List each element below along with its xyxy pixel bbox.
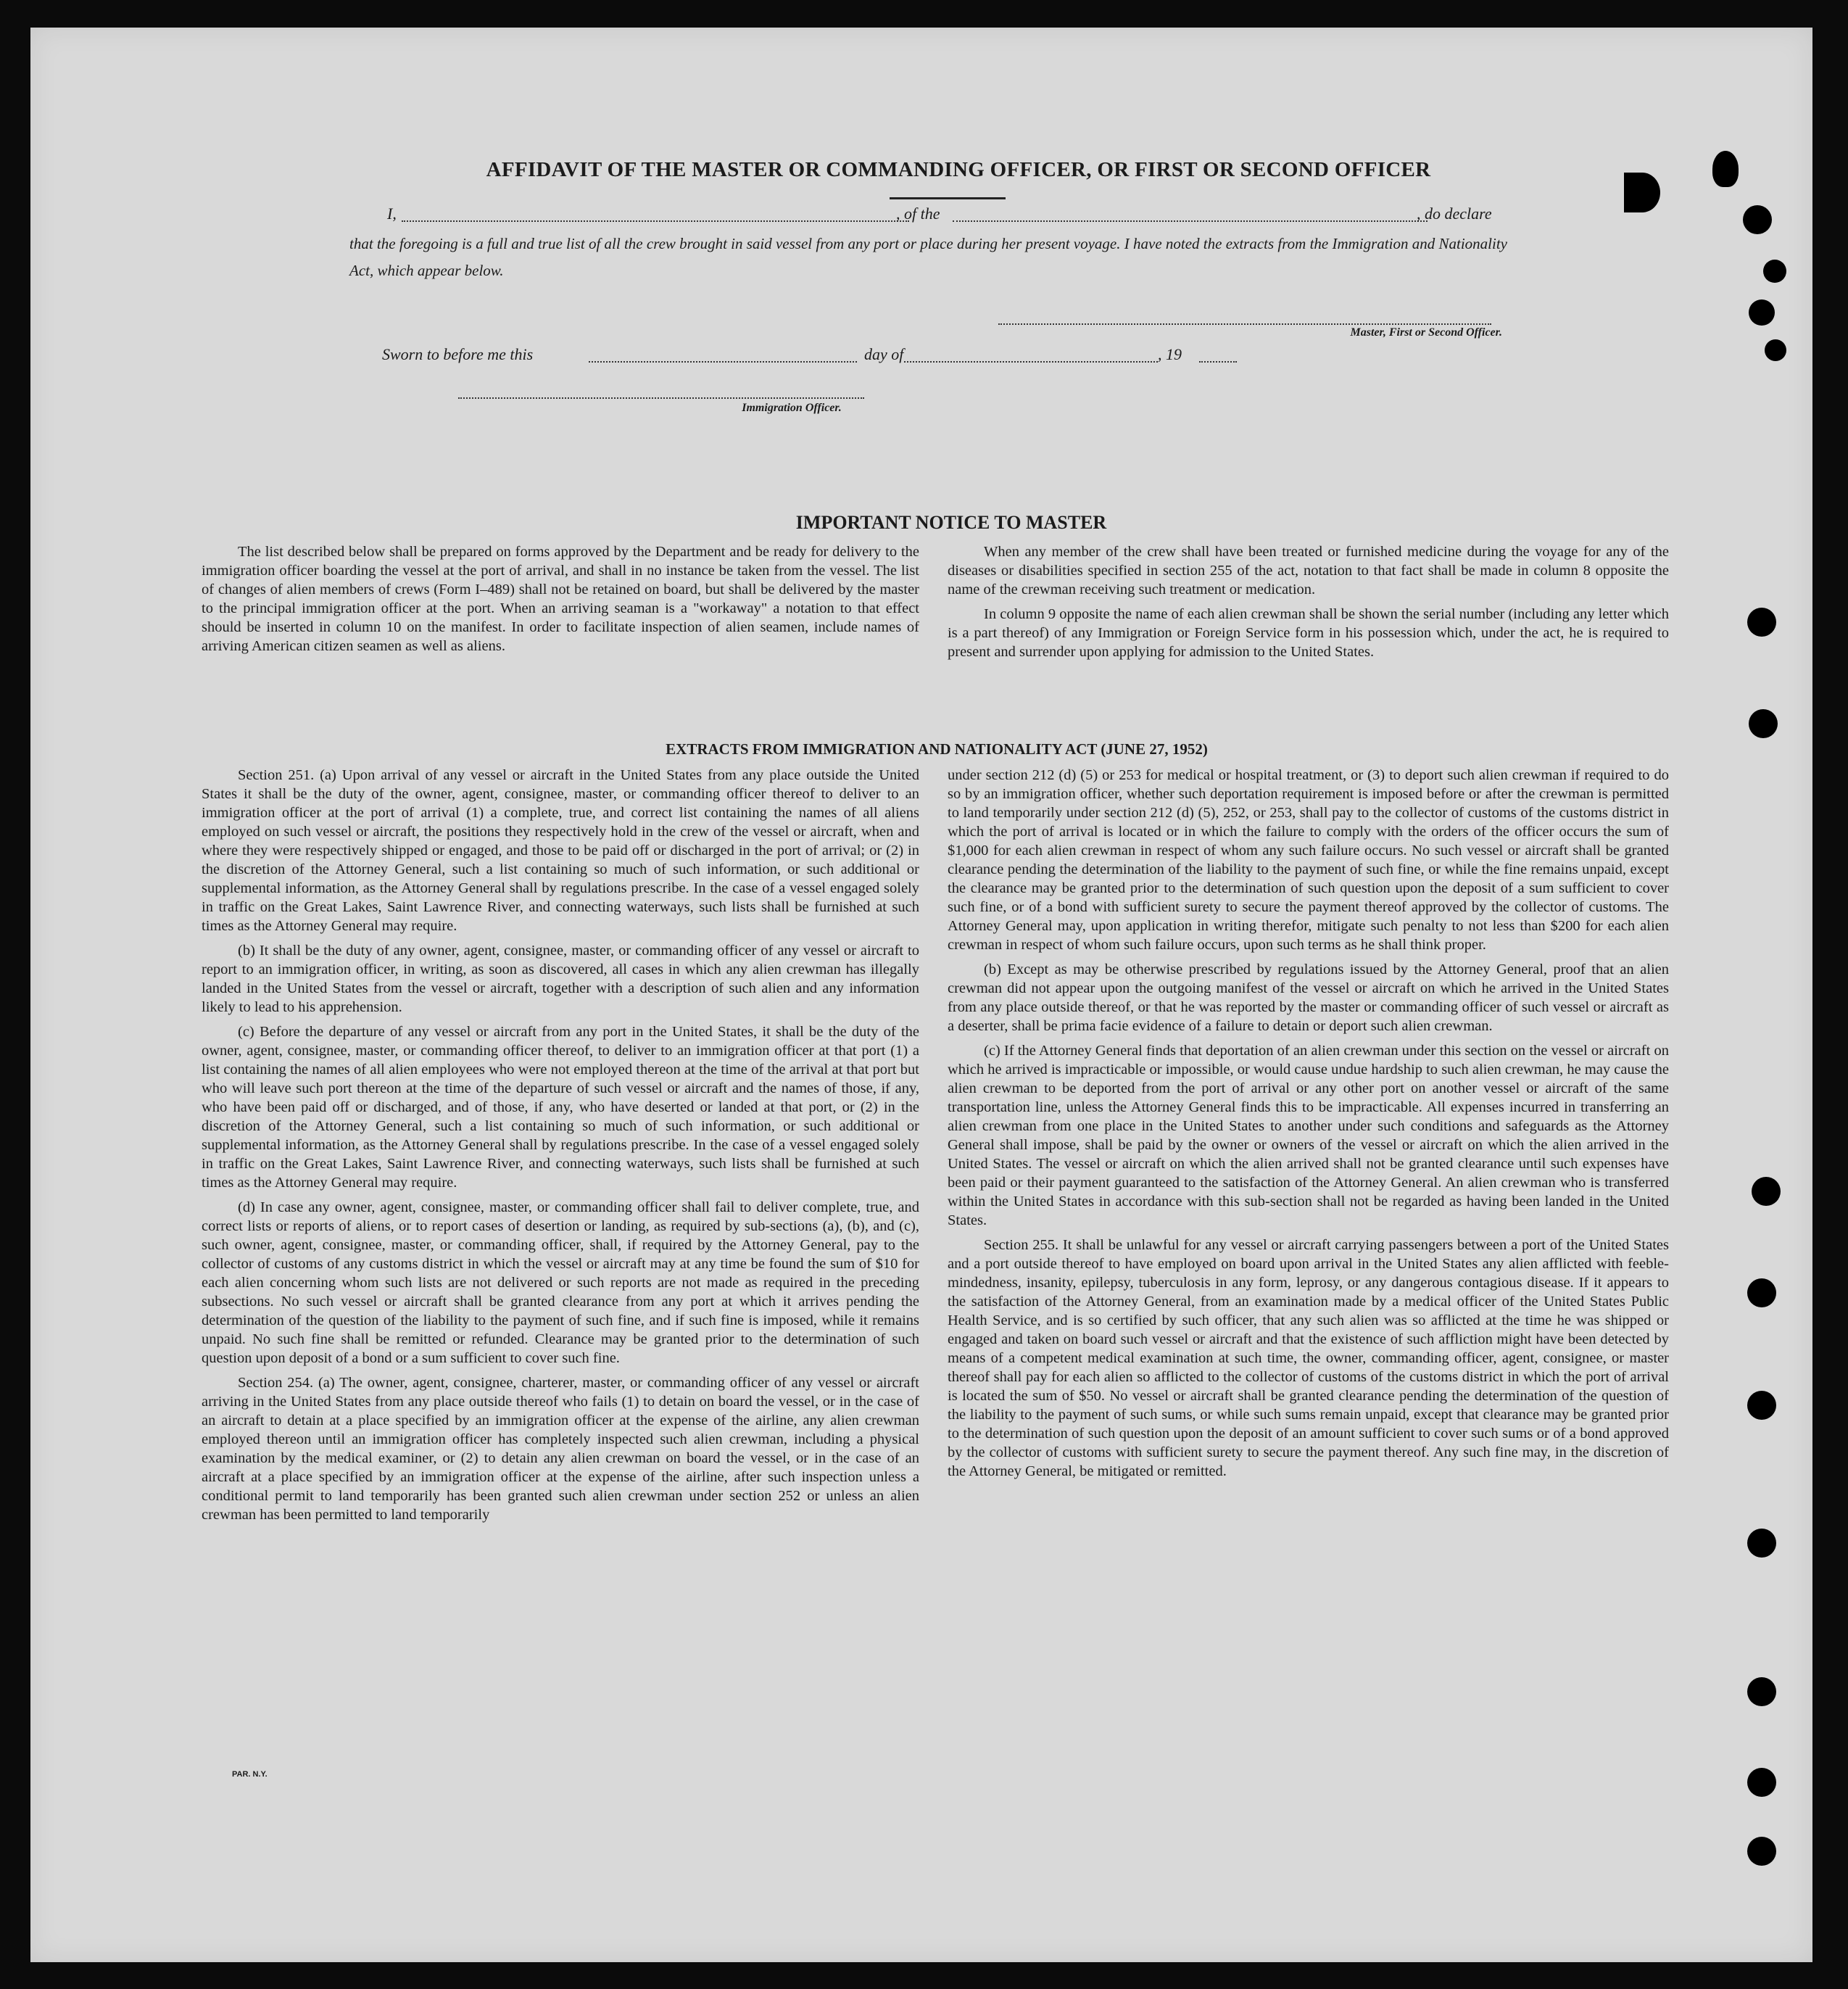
notice-right-paragraph-1: When any member of the crew shall have been treated or furnished medicine during the voyage for any of the diseases or disabilities specified in section 255 of the act, notation to that fact shall be made in column 8 opposite the name of the crewman receiving such treatment or medication.	[948, 544, 1669, 597]
binder-hole-icon	[1747, 608, 1776, 637]
binder-hole-icon	[1747, 1768, 1776, 1797]
section-251-c: (c) Before the departure of any vessel or aircraft from any port in the United States, it shall be the duty of the owner, agent, consignee, master, or commanding officer thereof, to deliver to an immigration officer at that port (1) a list containing the names of all alien employees who were not employed thereon at the time of the arrival at that port but who will leave such port thereon at the time of the departure of such vessel or aircraft and the names of those, if any, who have been paid off or discharged, and of those, if any, who have deserted or landed at that port, or (2) in the discretion of the Attorney General, such a list containing so much of such information, or such additional or supplemental information, as the Attorney General shall by regulations prescribe. In the case of a vessel engaged solely in traffic on the Great Lakes, Saint Lawrence River, and connecting waterways, such lists shall be furnished at such times as the Attorney General may require.	[202, 1024, 919, 1191]
name-field[interactable]	[402, 220, 909, 222]
binder-hole-icon	[1749, 299, 1775, 326]
sworn-label: Sworn to before me this	[382, 345, 534, 363]
title-underline	[890, 197, 1006, 199]
section-254-c: (c) If the Attorney General finds that deportation of an alien crewman under this section on the vessel or aircraft on which he arrived is impracticable or impossible, or would cause undue hardship to such alien crewman, he may cause the alien crewman to be deported from the port of arrival or any other port on another vessel or aircraft of the same transportation line, unless the Attorney General finds this to be impracticable. All expenses incurred in transferring an alien crewman from one place in the United States to another under such conditions and safeguards as the Attorney General shall impose, shall be paid by the owner or owners of the vessel or aircraft on which the alien arrived in the United States. The vessel or aircraft on which the alien arrived shall not be granted clearance until such expenses have been paid or their payment guaranteed to the satisfaction of the Attorney General. An alien crewman who is transferred within the United States in accordance with this sub-section shall not be regarded as having been landed in the United States.	[948, 1043, 1669, 1228]
day-field[interactable]	[589, 361, 857, 363]
affidavit-title: AFFIDAVIT OF THE MASTER OR COMMANDING OFFICER, OR FIRST OR SECOND OFFICER	[486, 158, 1431, 181]
officer-signature-label: Immigration Officer.	[742, 402, 842, 414]
section-251-a: Section 251. (a) Upon arrival of any vessel or aircraft in the United States from any place outside the United States it shall be the duty of the owner, agent, consignee, master, or commanding officer thereof to deliver to an immigration officer at the port of arrival (1) a complete, true, and correct list containing the names of all aliens employed on such vessel or aircraft, the positions they respectively hold in the crew of the vessel or aircraft, when and where they were respectively shipped or engaged, and those to be paid off or discharged in the port of arrival; or (2) in the discretion of the Attorney General, such a list containing so much of such information, or such additional or supplemental information, as the Attorney General shall by regulations prescribe. In the case of a vessel engaged solely in traffic on the Great Lakes, Saint Lawrence River, and connecting waterways, such lists shall be furnished at such times as the Attorney General may require.	[202, 767, 919, 934]
binder-hole-icon	[1765, 339, 1786, 361]
day-of-label: day of	[864, 345, 904, 363]
binder-hole-icon	[1752, 1177, 1781, 1206]
section-254-a-continued: under section 212 (d) (5) or 253 for medical or hospital treatment, or (3) to deport such alien crewman if required to do so by an immigration officer, whether such deportation requirement is imposed before or after the crewman is permitted to land temporarily under section 212 (d) (5), 252, or 253, shall pay to the collector of customs of the customs district in which the port of arrival is located or in which the failure to comply with the orders of the officer occurs the sum of $1,000 for each alien crewman in respect of whom any such failure occurs. No such vessel or aircraft shall be granted clearance pending the determination of the liability to the payment of such fine, or while the fine remains unpaid, except the clearance may be granted prior to the determination of such question upon the deposit of a sum sufficient to cover such fine, or of a bond with sufficient surety to secure the payment thereof approved by the collector of customs. The Attorney General may, upon application in writing therefor, mitigate such penalty to not less than $200 for each alien crewman in respect of whom such failure occurs, upon such terms as he shall think proper.	[948, 767, 1669, 953]
extracts-right-column	[948, 766, 1669, 1486]
notice-left-column	[202, 542, 919, 661]
binder-hole-icon	[1747, 1391, 1776, 1420]
of-the-label: , of the	[896, 204, 940, 223]
notice-title: IMPORTANT NOTICE TO MASTER	[795, 512, 1107, 533]
master-signature-field[interactable]	[998, 323, 1491, 325]
section-255: Section 255. It shall be unlawful for any vessel or aircraft carrying passengers between a port of the United States and a port outside thereof to have employed on board upon arrival in the United States any alien afflicted with feeble-mindedness, insanity, epilepsy, tuberculosis in any form, leprosy, or any dangerous contagious disease. If it appears to the satisfaction of the Attorney General, from an examination made by a medical officer of the United States Public Health Service, and is so certified by such officer, that any such alien was so afflicted at the time he was shipped or engaged and taken on board such vessel or aircraft and that the existence of such affliction might have been detected by means of a competent medical examination at such time, the owner, commanding officer, agent, consignee, or master thereof shall pay for each alien so afflicted to the collector of customs of the customs district in which the port of arrival is located the sum of $50. No vessel or aircraft shall be granted clearance pending the determination of the question of the liability to the payment of such sums, or while such sums remain unpaid, except that clearance may be granted prior to the determination of such question upon the deposit of an amount sufficient to cover such sums or of a bond approved by the collector of customs with sufficient surety to secure the payment thereof. Any such fine may, in the discretion of the Attorney General, be mitigated or remitted.	[948, 1237, 1669, 1479]
notice-left-paragraph: The list described below shall be prepared on forms approved by the Department and be ready for delivery to the immigration officer boarding the vessel at the port of arrival, and shall in no instance be taken from the vessel. The list of changes of alien members of crews (Form I–489) shall not be retained on board, but shall be delivered by the master to the principal immigration officer at the port. When an arriving seaman is a "workaway" a notation to that effect should be inserted in column 10 on the manifest. In order to facilitate inspection of alien seamen, include names of arriving American citizen seamen as well as aliens.	[202, 544, 919, 654]
declaration-text: that the foregoing is a full and true list of all the crew brought in said vessel from any port or place during her present voyage. I have noted the extracts from the Immigration and Nationality Act, which appear below.	[349, 235, 1507, 279]
notice-right-column	[948, 542, 1669, 667]
year-field[interactable]	[1199, 361, 1237, 363]
printer-mark: PAR. N.Y.	[232, 1770, 268, 1779]
officer-signature-field[interactable]	[458, 397, 864, 399]
punch-mark-icon	[1712, 151, 1739, 187]
binder-hole-icon	[1747, 1278, 1776, 1307]
section-251-b: (b) It shall be the duty of any owner, agent, consignee, master, or commanding officer of any vessel or aircraft to report to an immigration officer, in writing, as soon as discovered, all cases in which any alien crewman has illegally landed in the United States from the vessel or aircraft, together with a description of such alien and any information likely to lead to his apprehension.	[202, 943, 919, 1015]
document-sheet	[30, 28, 1812, 1962]
extracts-title: EXTRACTS FROM IMMIGRATION AND NATIONALITY ACT (JUNE 27, 1952)	[666, 740, 1208, 758]
month-field[interactable]	[904, 361, 1158, 363]
i-label: I,	[387, 204, 397, 223]
year-label: , 19	[1158, 345, 1182, 363]
binder-hole-icon	[1749, 709, 1778, 738]
binder-hole-icon	[1743, 205, 1772, 234]
vessel-field[interactable]	[953, 220, 1428, 222]
section-254-b: (b) Except as may be otherwise prescribed by regulations issued by the Attorney General, proof that an alien crewman did not appear upon the outgoing manifest of the vessel or aircraft on which he arrived in the United States from any place outside thereof, or that he was reported by the master or commanding officer of such vessel or aircraft as a deserter, shall be prima facie evidence of a failure to detain or deport such alien crewman.	[948, 962, 1669, 1034]
section-254-a: Section 254. (a) The owner, agent, consignee, charterer, master, or commanding officer of any vessel or aircraft arriving in the United States from any place outside thereof who fails (1) to detain on board the vessel, or in the case of an aircraft to detain at a place specified by an immigration officer at the expense of the airline, any alien crewman employed thereon until an immigration officer has completely inspected such alien crewman, including a physical examination by the medical examiner, or (2) to detain any alien crewman on board the vessel, or in the case of an aircraft at a place specified by an immigration officer at the expense of the airline, after such inspection unless a conditional permit to land temporarily has been granted such alien crewman under section 252 or unless an alien crewman has been permitted to land temporarily	[202, 1375, 919, 1523]
binder-hole-icon	[1763, 260, 1786, 283]
binder-hole-icon	[1747, 1837, 1776, 1866]
do-declare-label: , do declare	[1417, 204, 1492, 223]
master-signature-label: Master, First or Second Officer.	[1350, 326, 1502, 339]
notice-right-paragraph-2: In column 9 opposite the name of each alien crewman shall be shown the serial number (including any letter which is a part thereof) of any Immigration or Foreign Service form in his possession which, under the act, he is required to present and surrender upon applying for admission to the United States.	[948, 606, 1669, 660]
extracts-left-column	[202, 766, 919, 1530]
punch-mark-icon	[1624, 173, 1660, 212]
section-251-d: (d) In case any owner, agent, consignee, master, or commanding officer shall fail to deliver complete, true, and correct lists or reports of aliens, or to report cases of desertion or landing, as required by sub-sections (a), (b), and (c), such owner, agent, consignee, master, or commanding officer, shall, if required by the Attorney General, pay to the collector of customs of any customs district in which the vessel or aircraft may at any time be found the sum of $10 for each alien concerning whom such lists are not delivered or such reports are not made as required in the preceding subsections. No such vessel or aircraft shall be granted clearance from any port at which it arrives pending the determination of the question of the liability to the payment of such fine, and if such fine is imposed, while it remains unpaid. No such fine shall be remitted or refunded. Clearance may be granted prior to the determination of such question upon deposit of a bond or a sum sufficient to cover such fine.	[202, 1199, 919, 1366]
binder-hole-icon	[1747, 1677, 1776, 1706]
binder-hole-icon	[1747, 1529, 1776, 1558]
